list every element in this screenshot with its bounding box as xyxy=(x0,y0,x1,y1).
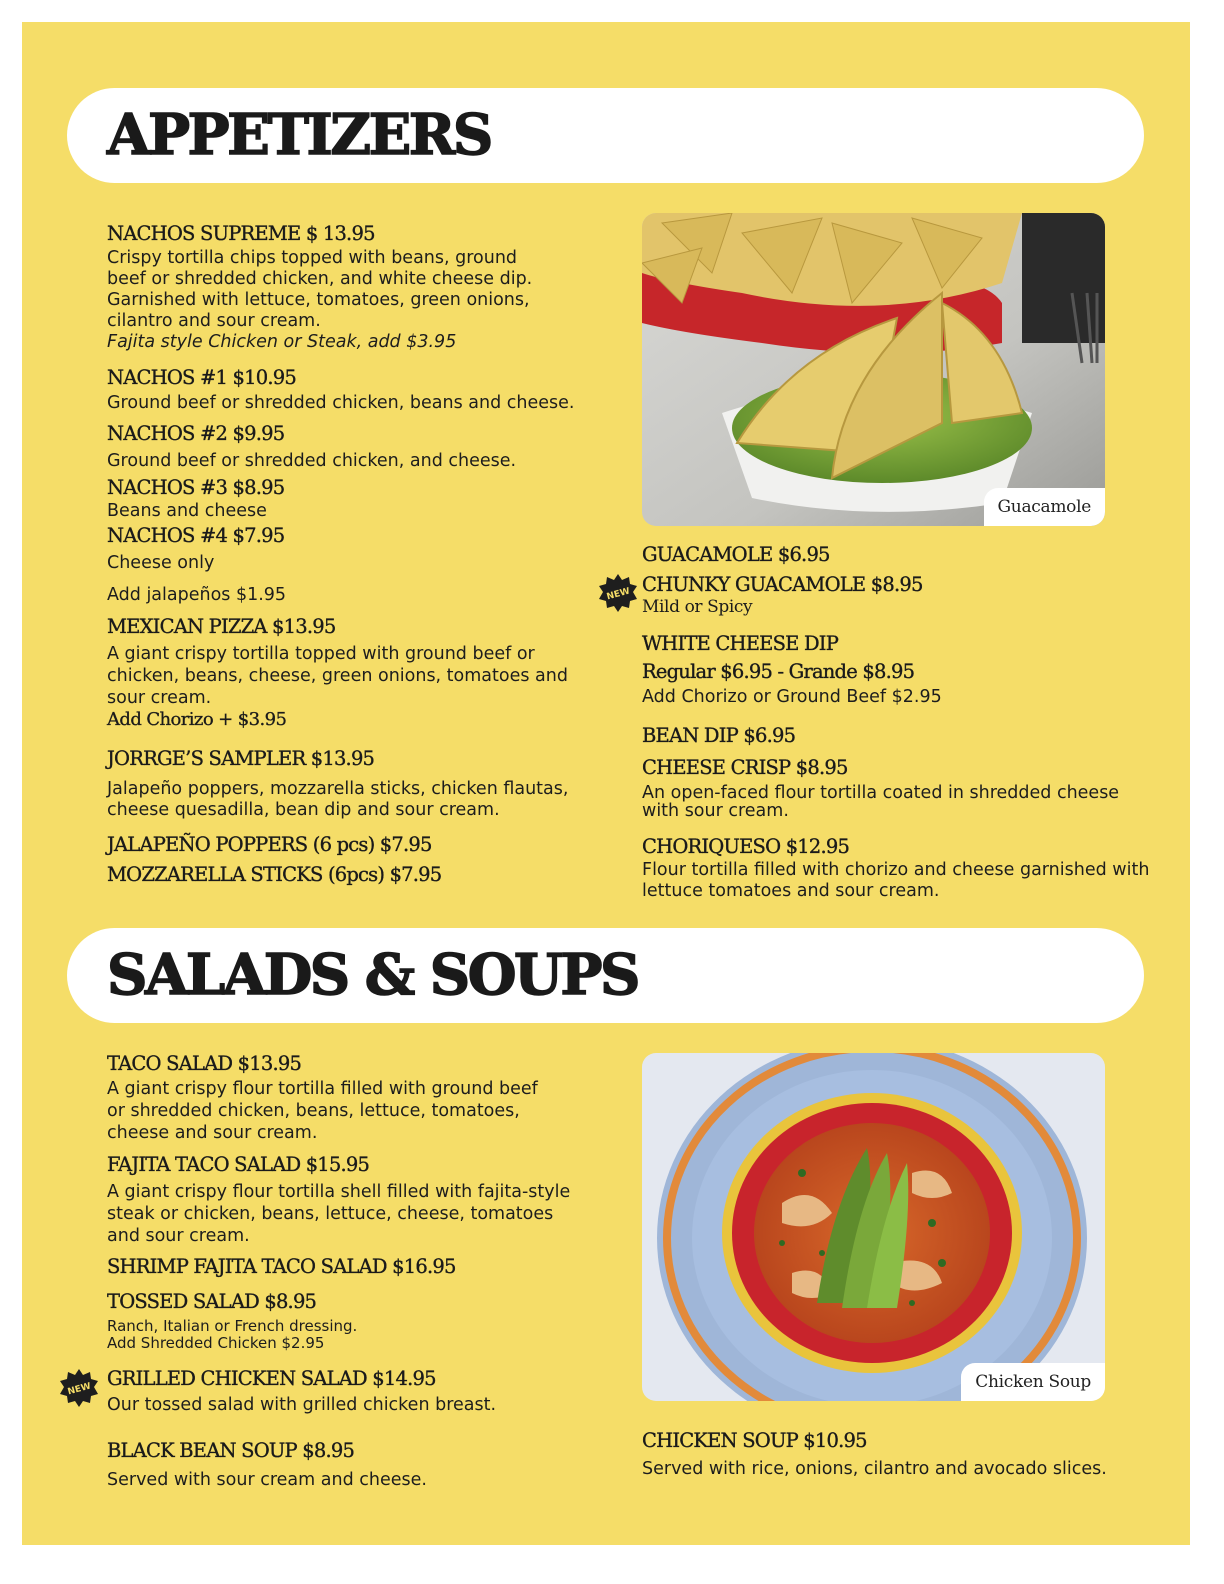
item-name: TACO SALAD $13.95 xyxy=(107,1052,302,1075)
menu-item-tossed-salad xyxy=(107,1290,357,1352)
item-name: FAJITA TACO SALAD $15.95 xyxy=(107,1153,370,1176)
item-name: JORRGE’S SAMPLER $13.95 xyxy=(107,747,375,770)
item-description xyxy=(107,1318,357,1352)
chicken-soup-image xyxy=(642,1053,1105,1401)
item-description: Cheese only xyxy=(107,553,215,573)
item-name: BLACK BEAN SOUP $8.95 xyxy=(107,1439,355,1462)
item-name: GRILLED CHICKEN SALAD $14.95 xyxy=(107,1367,436,1390)
desc-line: chicken, beans, cheese, green onions, tomatoes and xyxy=(107,666,568,686)
item-description xyxy=(642,860,1149,902)
desc-line: steak or chicken, beans, lettuce, cheese, tomatoes xyxy=(107,1204,554,1224)
menu-item-mozzarella: MOZZARELLA STICKS (6pcs) $7.95 xyxy=(107,863,442,886)
menu-item-mexican-pizza xyxy=(107,615,568,730)
item-description: Served with rice, onions, cilantro and avocado slices. xyxy=(642,1459,1107,1479)
menu-item-bean-dip: BEAN DIP $6.95 xyxy=(642,724,796,747)
item-sizes: Regular $6.95 - Grande $8.95 xyxy=(642,660,915,683)
item-description: Served with sour cream and cheese. xyxy=(107,1470,427,1490)
menu-item-nachos-2 xyxy=(107,422,516,472)
desc-line: Garnished with lettuce, tomatoes, green onions, xyxy=(107,290,530,310)
desc-line: cheese quesadilla, bean dip and sour cream. xyxy=(107,800,500,820)
menu-item-black-bean-soup xyxy=(107,1439,427,1491)
desc-line: An open-faced flour tortilla coated in shredded cheese xyxy=(642,783,1120,803)
item-name: NACHOS #3 $8.95 xyxy=(107,476,285,499)
desc-line: Add Shredded Chicken $2.95 xyxy=(107,1334,325,1352)
menu-item-nachos-3 xyxy=(107,476,284,522)
menu-item-guacamole: GUACAMOLE $6.95 xyxy=(642,543,830,566)
new-badge-icon xyxy=(59,1368,99,1408)
item-addon: Add Chorizo + $3.95 xyxy=(107,709,287,730)
item-note: Fajita style Chicken or Steak, add $3.95 xyxy=(107,332,457,352)
menu-item-sampler xyxy=(107,747,568,821)
guacamole-photo xyxy=(642,213,1105,526)
item-description xyxy=(107,643,568,709)
item-name: TOSSED SALAD $8.95 xyxy=(107,1290,317,1313)
add-jalapenos-note: Add jalapeños $1.95 xyxy=(107,585,287,605)
item-name: CHORIQUESO $12.95 xyxy=(642,835,850,858)
menu-item-cheese-crisp xyxy=(642,756,1119,820)
salads-soups-heading: SALADS & SOUPS xyxy=(107,942,638,1008)
item-description: Ground beef or shredded chicken, and cheese. xyxy=(107,451,517,471)
item-description xyxy=(107,779,568,821)
item-name: WHITE CHEESE DIP xyxy=(642,632,839,655)
badge-text: NEW xyxy=(605,586,632,603)
item-description: Beans and cheese xyxy=(107,501,267,521)
desc-line: or shredded chicken, beans, lettuce, tomatoes, xyxy=(107,1101,520,1121)
desc-line: with sour cream. xyxy=(642,801,789,821)
item-description xyxy=(107,1181,570,1247)
menu-item-shrimp-fajita-taco-salad: SHRIMP FAJITA TACO SALAD $16.95 xyxy=(107,1255,456,1278)
menu-item-poppers: JALAPEÑO POPPERS (6 pcs) $7.95 xyxy=(107,833,432,856)
appetizers-banner xyxy=(67,88,1144,183)
desc-line: and sour cream. xyxy=(107,1226,250,1246)
menu-page xyxy=(22,22,1190,1545)
desc-line: Jalapeño poppers, mozzarella sticks, chicken flautas, xyxy=(107,779,569,799)
item-description: Mild or Spicy xyxy=(642,597,753,617)
menu-item-nachos-1 xyxy=(107,366,574,414)
guacamole-image xyxy=(642,213,1105,526)
badge-text: NEW xyxy=(66,1381,93,1398)
salads-soups-banner xyxy=(67,928,1144,1023)
new-badge-icon xyxy=(598,573,638,613)
chicken-soup-photo xyxy=(642,1053,1105,1401)
menu-item-taco-salad xyxy=(107,1052,538,1144)
menu-item-choriqueso xyxy=(642,835,1149,902)
desc-line: beef or shredded chicken, and white cheese dip. xyxy=(107,269,533,289)
desc-line: Ranch, Italian or French dressing. xyxy=(107,1317,358,1335)
desc-line: cheese and sour cream. xyxy=(107,1123,318,1143)
item-description: Our tossed salad with grilled chicken breast. xyxy=(107,1395,497,1415)
menu-item-nachos-supreme xyxy=(107,222,532,353)
desc-line: cilantro and sour cream. xyxy=(107,311,321,331)
guacamole-caption: Guacamole xyxy=(984,488,1105,526)
desc-line: A giant crispy flour tortilla filled with ground beef xyxy=(107,1079,538,1099)
menu-item-chunky-guacamole xyxy=(642,573,923,617)
desc-line: lettuce tomatoes and sour cream. xyxy=(642,881,940,901)
item-name: NACHOS #4 $7.95 xyxy=(107,524,285,547)
item-name: CHEESE CRISP $8.95 xyxy=(642,756,848,779)
item-name: NACHOS #2 $9.95 xyxy=(107,422,285,445)
desc-line: A giant crispy tortilla topped with ground beef or xyxy=(107,644,535,664)
item-name: MEXICAN PIZZA $13.95 xyxy=(107,615,336,638)
item-description: Add Chorizo or Ground Beef $2.95 xyxy=(642,687,942,707)
appetizers-heading: APPETIZERS xyxy=(107,102,491,168)
menu-item-nachos-4 xyxy=(107,524,284,574)
item-name: NACHOS SUPREME $ 13.95 xyxy=(107,222,375,245)
desc-line: A giant crispy flour tortilla shell filled with fajita-style xyxy=(107,1182,571,1202)
desc-line: sour cream. xyxy=(107,688,212,708)
item-description xyxy=(107,248,532,353)
item-description xyxy=(107,1078,538,1144)
menu-item-chicken-soup xyxy=(642,1429,1107,1480)
item-name: CHICKEN SOUP $10.95 xyxy=(642,1429,867,1452)
menu-item-white-cheese-dip xyxy=(642,632,942,708)
item-description: Ground beef or shredded chicken, beans and cheese. xyxy=(107,393,575,413)
chicken-soup-caption: Chicken Soup xyxy=(961,1363,1105,1401)
item-description xyxy=(642,784,1119,820)
desc-line: Flour tortilla filled with chorizo and cheese garnished with xyxy=(642,860,1150,880)
desc-line: Crispy tortilla chips topped with beans, ground xyxy=(107,248,518,268)
menu-item-fajita-taco-salad xyxy=(107,1153,570,1247)
menu-item-grilled-chicken-salad xyxy=(107,1367,496,1416)
item-name: CHUNKY GUACAMOLE $8.95 xyxy=(642,573,923,596)
item-name: NACHOS #1 $10.95 xyxy=(107,366,296,389)
